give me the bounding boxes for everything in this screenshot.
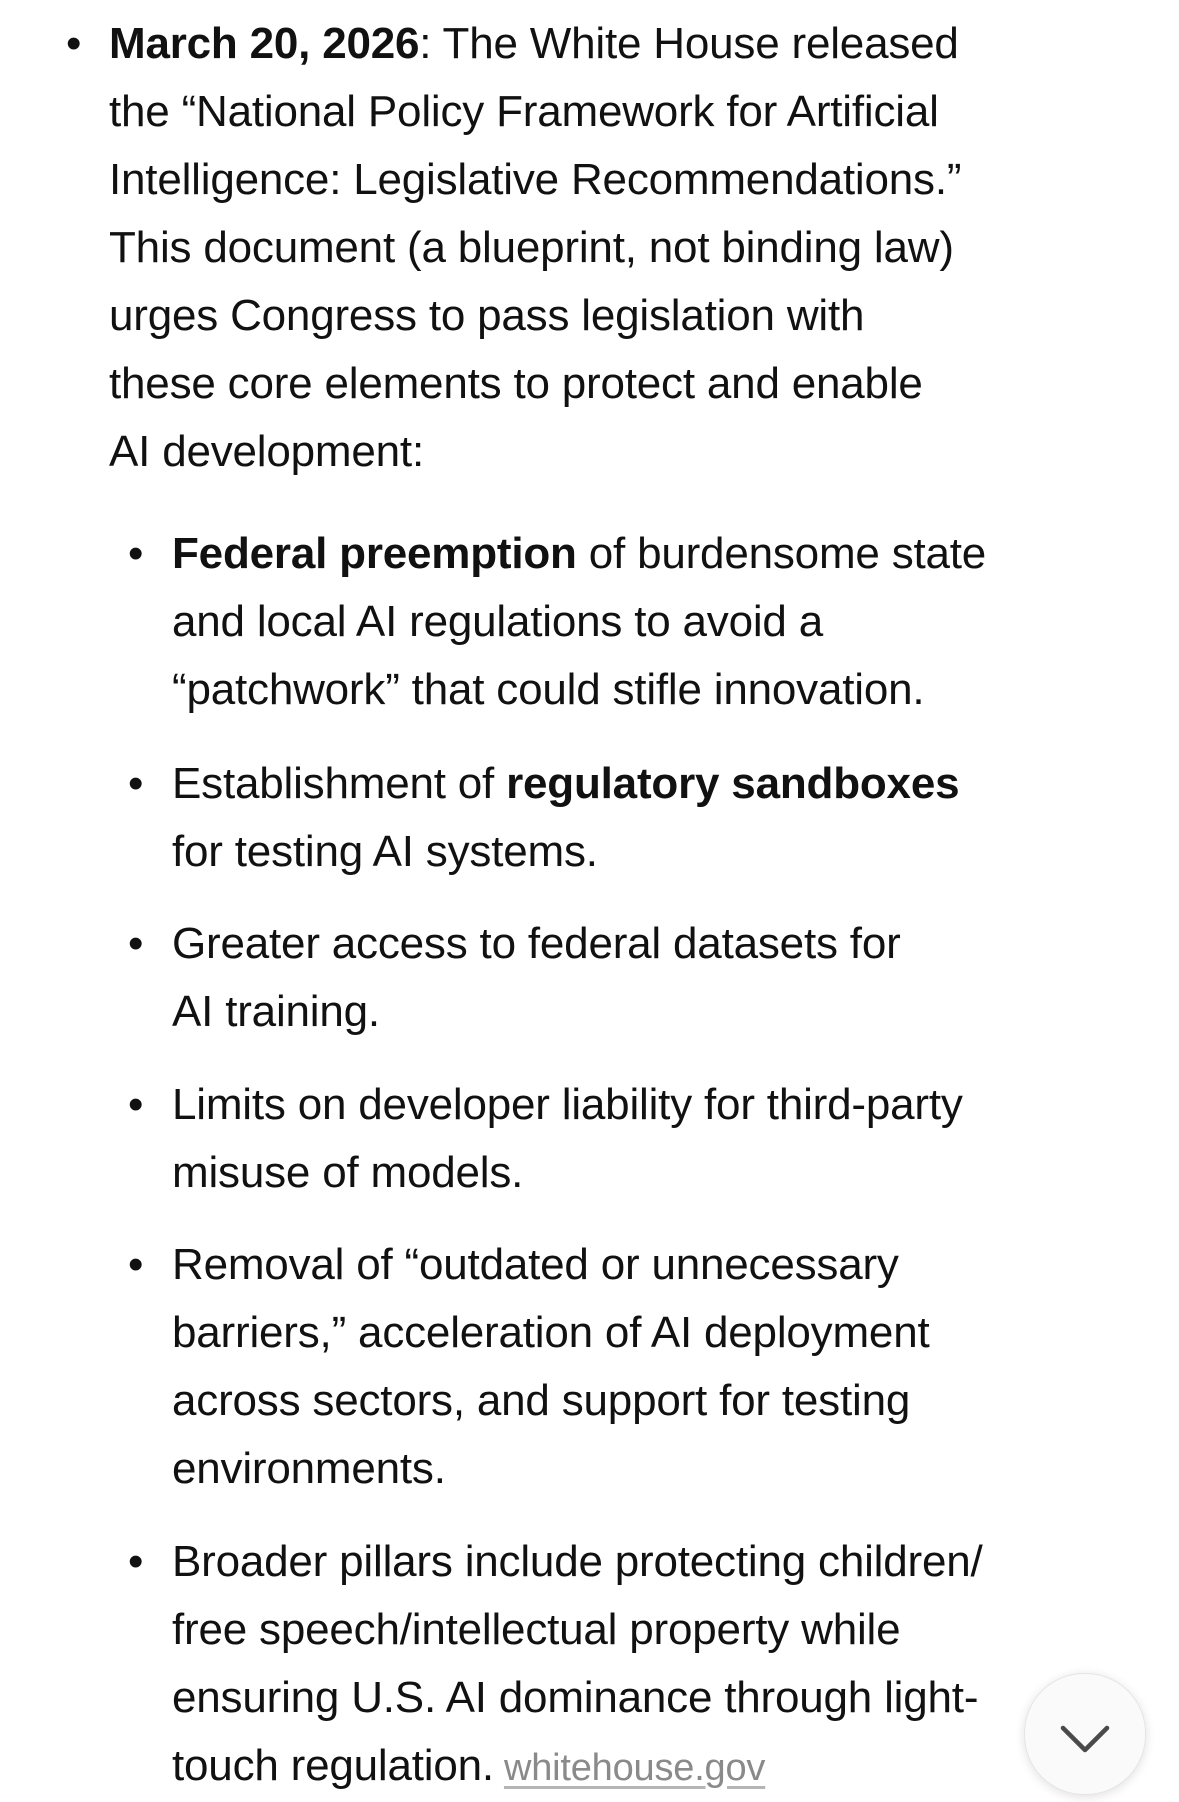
source-link[interactable]: whitehouse.gov xyxy=(503,1747,766,1789)
date-label: March 20, 2026 xyxy=(109,19,420,68)
bullet: • xyxy=(128,919,144,968)
bullet: • xyxy=(128,1537,144,1586)
bullet: • xyxy=(128,1240,144,1289)
bullet: • xyxy=(128,529,144,578)
scroll-to-bottom-button[interactable] xyxy=(1024,1673,1146,1795)
chevron-down-icon xyxy=(1059,1724,1111,1754)
sub-item-federal-preemption: Federal preemption of burdensome state and local AI regulations to avoid a “patchwork” that could stifle innovation. xyxy=(172,529,987,714)
main-bullet-item: March 20, 2026: The White House released the “National Policy Framework for Artificial Intelligence: Legislative Recommendations.” This document (a blueprint, not binding law) urges Congress to pass legislation with these core elements to protect and enable AI development: xyxy=(109,19,962,476)
sub-item-regulatory-sandboxes: Establishment of regulatory sandboxes for testing AI systems. xyxy=(172,759,960,876)
sub-item-barrier-removal: Removal of “outdated or unnecessary barriers,” acceleration of AI deployment across sectors, and support for testing environments. xyxy=(172,1240,930,1493)
bullet: • xyxy=(66,19,82,68)
sub-item-federal-datasets: Greater access to federal datasets for AI training. xyxy=(172,919,901,1036)
sub-item-developer-liability: Limits on developer liability for third-party misuse of models. xyxy=(172,1080,963,1197)
sub-item-broader-pillars: Broader pillars include protecting children/ free speech/intellectual property while ensuring U.S. AI dominance through light- touch regulation. whitehouse.gov xyxy=(172,1537,983,1790)
bullet: • xyxy=(128,759,144,808)
bullet: • xyxy=(128,1080,144,1129)
